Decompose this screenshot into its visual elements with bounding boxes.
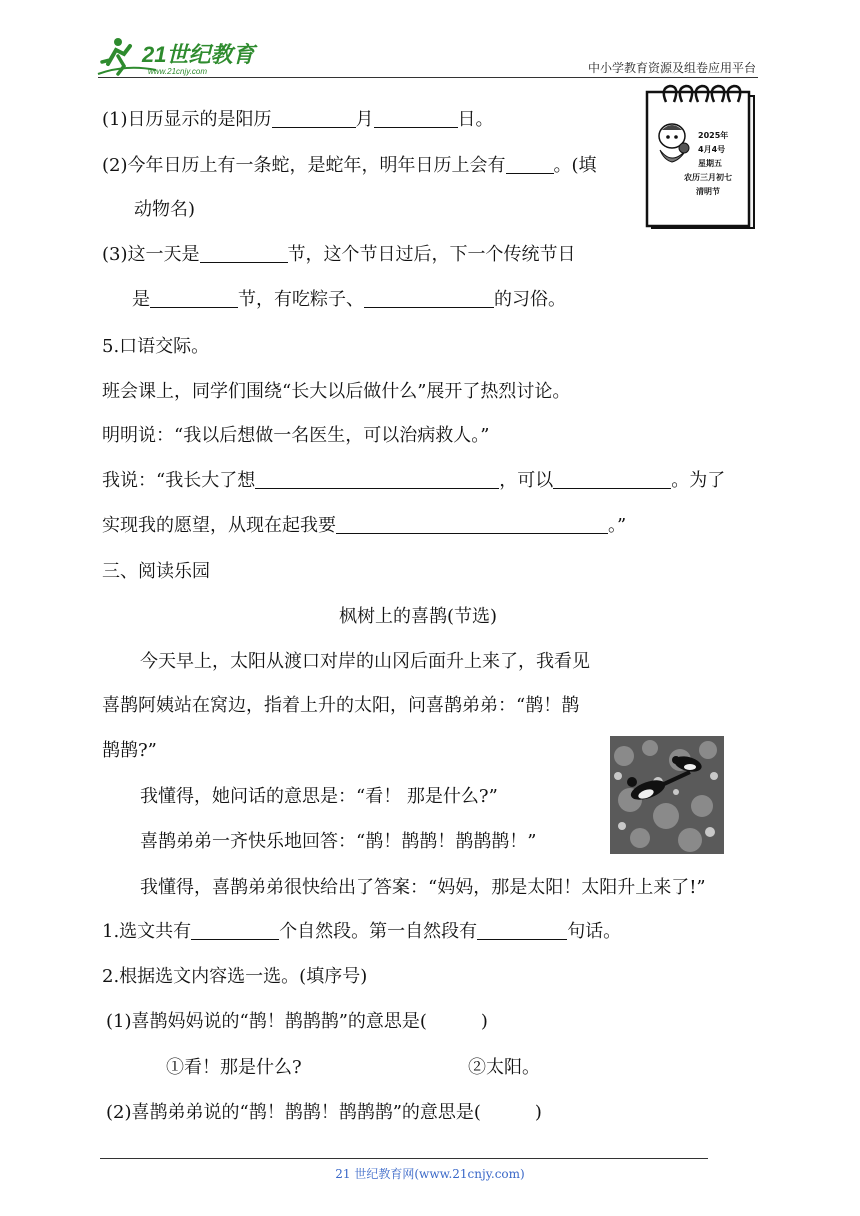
calendar-year: 2025年 [698,131,729,140]
q5-line4: 实现我的愿望，从现在起我要 。” [102,515,627,536]
logo-url: www.21cnjy.com [148,67,207,76]
answer-blank[interactable] [336,515,608,534]
answer-blank[interactable] [477,921,567,940]
calendar-illustration [644,82,758,232]
passage-p1-line3: 鹊鹊?” [102,740,157,761]
answer-blank[interactable] [553,470,671,489]
q4-item3-cont: 是 节，有吃粽子、 的习俗。 [132,289,566,310]
answer-blank[interactable] [191,921,279,940]
passage-p2: 我懂得，她问话的意思是：“看！ 那是什么?” [140,786,498,807]
question-2-1: (1)喜鹊妈妈说的“鹊！鹊鹊鹊”的意思是( ) [106,1011,488,1032]
magpie-photo [610,736,724,854]
answer-blank[interactable] [506,155,554,174]
q4-item1: (1)日历显示的是阳历 月 日。 [102,109,494,130]
q5-line3: 我说：“我长大了想 ，可以 。为了 [102,470,726,491]
question-1: 1.选文共有 个自然段。第一自然段有 句话。 [102,921,622,942]
q4-item3: (3)这一天是 节，这个节日过后，下一个传统节日 [102,244,576,265]
calendar-festival: 清明节 [696,187,720,196]
q5-line2: 明明说：“我以后想做一名医生，可以治病救人。” [102,425,490,446]
logo-text: 21世纪教育 [142,42,255,67]
passage-p3: 喜鹊弟弟一齐快乐地回答：“鹊！鹊鹊！鹊鹊鹊！” [140,831,537,852]
q5-title: 5.口语交际。 [102,336,210,357]
site-logo [96,34,296,78]
q5-line1: 班会课上，同学们围绕“长大以后做什么”展开了热烈讨论。 [102,381,571,402]
footer-divider [100,1158,708,1159]
option-1: ①看！那是什么? [166,1057,302,1078]
calendar-lunar: 农历三月初七 [684,173,732,182]
answer-blank[interactable] [150,289,238,308]
answer-blank[interactable] [374,109,458,128]
question-2-2: (2)喜鹊弟弟说的“鹊！鹊鹊！鹊鹊鹊”的意思是( ) [106,1102,542,1123]
passage-p1-line1: 今天早上，太阳从渡口对岸的山冈后面升上来了，我看见 [140,651,590,672]
answer-blank[interactable] [272,109,356,128]
header-divider [98,77,758,78]
passage-title: 枫树上的喜鹊(节选) [339,606,498,627]
platform-name: 中小学教育资源及组卷应用平台 [587,61,756,75]
option-2: ②太阳。 [468,1057,540,1078]
calendar-date: 4月4号 [698,145,726,154]
footer-link[interactable]: 21 世纪教育网(www.21cnjy.com) [335,1167,525,1181]
answer-blank[interactable] [200,244,288,263]
answer-blank[interactable] [255,470,499,489]
q4-item2: (2)今年日历上有一条蛇，是蛇年，明年日历上会有 。(填 [102,155,597,176]
passage-p1-line2: 喜鹊阿姨站在窝边，指着上升的太阳，问喜鹊弟弟：“鹊！鹊 [102,695,580,716]
question-2: 2.根据选文内容选一选。(填序号) [102,966,368,987]
q4-item2-cont: 动物名) [134,199,196,220]
answer-blank[interactable] [364,289,494,308]
calendar-weekday: 星期五 [698,159,722,168]
section-title: 三、阅读乐园 [102,561,210,582]
passage-p4: 我懂得，喜鹊弟弟很快给出了答案：“妈妈，那是太阳！太阳升上来了!” [140,877,706,898]
